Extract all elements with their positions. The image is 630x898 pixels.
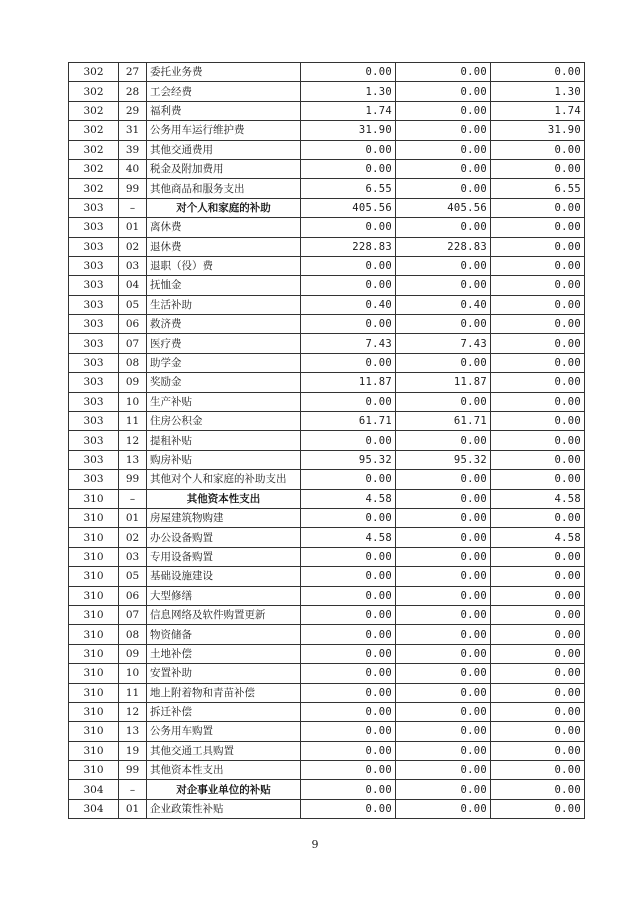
project-expenditure-cell: 31.90 — [491, 121, 585, 140]
basic-expenditure-cell: 0.00 — [396, 218, 491, 237]
subject-name-cell: 土地补偿 — [147, 644, 301, 663]
basic-expenditure-cell: 0.40 — [396, 295, 491, 314]
class-code-cell: 310 — [69, 586, 119, 605]
table-row — [69, 741, 585, 760]
project-expenditure-cell: 0.00 — [491, 159, 585, 178]
basic-expenditure-cell: 0.00 — [396, 276, 491, 295]
total-amount-cell: 1.30 — [301, 82, 396, 101]
project-expenditure-cell: 0.00 — [491, 373, 585, 392]
table-row — [69, 295, 585, 314]
total-amount-cell: 61.71 — [301, 412, 396, 431]
basic-expenditure-cell: 0.00 — [396, 431, 491, 450]
item-code-cell: 99 — [119, 761, 147, 780]
basic-expenditure-cell: 0.00 — [396, 159, 491, 178]
project-expenditure-cell: 0.00 — [491, 431, 585, 450]
basic-expenditure-cell: 0.00 — [396, 547, 491, 566]
table-row — [69, 392, 585, 411]
class-code-cell: 310 — [69, 547, 119, 566]
basic-expenditure-cell: 0.00 — [396, 741, 491, 760]
subject-name-cell: 拆迁补偿 — [147, 702, 301, 721]
class-code-cell: 303 — [69, 256, 119, 275]
basic-expenditure-cell: 0.00 — [396, 470, 491, 489]
total-amount-cell: 0.00 — [301, 799, 396, 818]
class-code-cell: 303 — [69, 237, 119, 256]
item-code-cell: 11 — [119, 683, 147, 702]
class-code-cell: 303 — [69, 392, 119, 411]
table-group-row — [69, 198, 585, 217]
class-code-cell: 304 — [69, 780, 119, 799]
item-code-cell: 99 — [119, 179, 147, 198]
basic-expenditure-cell: 0.00 — [396, 799, 491, 818]
total-amount-cell: 0.00 — [301, 702, 396, 721]
item-code-cell: 28 — [119, 82, 147, 101]
basic-expenditure-cell: 95.32 — [396, 450, 491, 469]
basic-expenditure-cell: 228.83 — [396, 237, 491, 256]
item-code-cell: 01 — [119, 799, 147, 818]
table-row — [69, 101, 585, 120]
table-row — [69, 664, 585, 683]
subject-name-cell: 生产补贴 — [147, 392, 301, 411]
class-code-cell: 303 — [69, 276, 119, 295]
project-expenditure-cell: 4.58 — [491, 528, 585, 547]
project-expenditure-cell: 0.00 — [491, 683, 585, 702]
table-row — [69, 586, 585, 605]
table-row — [69, 567, 585, 586]
total-amount-cell: 95.32 — [301, 450, 396, 469]
basic-expenditure-cell: 0.00 — [396, 625, 491, 644]
item-code-cell: 06 — [119, 586, 147, 605]
item-code-cell: 06 — [119, 315, 147, 334]
table-row — [69, 450, 585, 469]
project-expenditure-cell: 0.00 — [491, 702, 585, 721]
project-expenditure-cell: 0.00 — [491, 761, 585, 780]
subject-name-cell: 地上附着物和青苗补偿 — [147, 683, 301, 702]
subject-name-cell: 其他交通工具购置 — [147, 741, 301, 760]
table-row — [69, 722, 585, 741]
basic-expenditure-cell: 0.00 — [396, 508, 491, 527]
item-code-cell: 99 — [119, 470, 147, 489]
basic-expenditure-cell: 0.00 — [396, 315, 491, 334]
total-amount-cell: 7.43 — [301, 334, 396, 353]
table-row — [69, 412, 585, 431]
item-code-cell: 40 — [119, 159, 147, 178]
basic-expenditure-cell: 0.00 — [396, 256, 491, 275]
project-expenditure-cell: 0.00 — [491, 353, 585, 372]
item-code-cell: 39 — [119, 140, 147, 159]
table-row — [69, 179, 585, 198]
project-expenditure-cell: 0.00 — [491, 198, 585, 217]
basic-expenditure-cell: 0.00 — [396, 392, 491, 411]
project-expenditure-cell: 4.58 — [491, 489, 585, 508]
total-amount-cell: 0.00 — [301, 741, 396, 760]
total-amount-cell: 0.00 — [301, 683, 396, 702]
class-code-cell: 303 — [69, 218, 119, 237]
item-code-cell: 01 — [119, 218, 147, 237]
total-amount-cell: 1.74 — [301, 101, 396, 120]
class-code-cell: 302 — [69, 63, 119, 82]
class-code-cell: 303 — [69, 470, 119, 489]
total-amount-cell: 0.00 — [301, 547, 396, 566]
subject-name-cell: 办公设备购置 — [147, 528, 301, 547]
expenditure-table — [68, 62, 585, 819]
subject-name-cell: 安置补助 — [147, 664, 301, 683]
project-expenditure-cell: 1.30 — [491, 82, 585, 101]
item-code-cell: 01 — [119, 508, 147, 527]
class-code-cell: 310 — [69, 489, 119, 508]
subject-name-cell: 其他资本性支出 — [147, 489, 301, 508]
class-code-cell: 303 — [69, 431, 119, 450]
class-code-cell: 302 — [69, 121, 119, 140]
total-amount-cell: 0.00 — [301, 470, 396, 489]
item-code-cell: 05 — [119, 295, 147, 314]
basic-expenditure-cell: 0.00 — [396, 121, 491, 140]
basic-expenditure-cell: 0.00 — [396, 82, 491, 101]
total-amount-cell: 0.00 — [301, 625, 396, 644]
subject-name-cell: 对企事业单位的补贴 — [147, 780, 301, 799]
basic-expenditure-cell: 0.00 — [396, 489, 491, 508]
table-row — [69, 373, 585, 392]
basic-expenditure-cell: 0.00 — [396, 140, 491, 159]
table-row — [69, 218, 585, 237]
basic-expenditure-cell: 405.56 — [396, 198, 491, 217]
basic-expenditure-cell: 0.00 — [396, 63, 491, 82]
subject-name-cell: 工会经费 — [147, 82, 301, 101]
total-amount-cell: 0.00 — [301, 664, 396, 683]
class-code-cell: 310 — [69, 508, 119, 527]
item-code-cell: 09 — [119, 644, 147, 663]
total-amount-cell: 11.87 — [301, 373, 396, 392]
table-group-row — [69, 489, 585, 508]
total-amount-cell: 228.83 — [301, 237, 396, 256]
table-row — [69, 644, 585, 663]
project-expenditure-cell: 0.00 — [491, 664, 585, 683]
subject-name-cell: 抚恤金 — [147, 276, 301, 295]
project-expenditure-cell: 0.00 — [491, 586, 585, 605]
class-code-cell: 310 — [69, 722, 119, 741]
project-expenditure-cell: 0.00 — [491, 237, 585, 256]
item-code-cell: 10 — [119, 664, 147, 683]
project-expenditure-cell: 0.00 — [491, 276, 585, 295]
table-row — [69, 276, 585, 295]
project-expenditure-cell: 0.00 — [491, 140, 585, 159]
table-row — [69, 63, 585, 82]
subject-name-cell: 退职（役）费 — [147, 256, 301, 275]
total-amount-cell: 0.00 — [301, 392, 396, 411]
total-amount-cell: 0.00 — [301, 159, 396, 178]
total-amount-cell: 0.00 — [301, 140, 396, 159]
class-code-cell: 310 — [69, 644, 119, 663]
item-code-cell: 08 — [119, 353, 147, 372]
class-code-cell: 310 — [69, 625, 119, 644]
project-expenditure-cell: 0.00 — [491, 741, 585, 760]
subject-name-cell: 房屋建筑物购建 — [147, 508, 301, 527]
class-code-cell: 302 — [69, 82, 119, 101]
subject-name-cell: 救济费 — [147, 315, 301, 334]
table-row — [69, 159, 585, 178]
subject-name-cell: 医疗费 — [147, 334, 301, 353]
total-amount-cell: 0.00 — [301, 586, 396, 605]
subject-name-cell: 专用设备购置 — [147, 547, 301, 566]
table-row — [69, 315, 585, 334]
table-row — [69, 140, 585, 159]
subject-name-cell: 奖励金 — [147, 373, 301, 392]
class-code-cell: 310 — [69, 664, 119, 683]
total-amount-cell: 0.00 — [301, 431, 396, 450]
class-code-cell: 310 — [69, 741, 119, 760]
total-amount-cell: 0.40 — [301, 295, 396, 314]
project-expenditure-cell: 0.00 — [491, 644, 585, 663]
item-code-cell: 08 — [119, 625, 147, 644]
item-code-cell: – — [119, 198, 147, 217]
basic-expenditure-cell: 0.00 — [396, 605, 491, 624]
class-code-cell: 310 — [69, 567, 119, 586]
class-code-cell: 303 — [69, 315, 119, 334]
project-expenditure-cell: 0.00 — [491, 295, 585, 314]
basic-expenditure-cell: 0.00 — [396, 780, 491, 799]
item-code-cell: 12 — [119, 431, 147, 450]
total-amount-cell: 4.58 — [301, 528, 396, 547]
basic-expenditure-cell: 0.00 — [396, 683, 491, 702]
table-row — [69, 256, 585, 275]
project-expenditure-cell: 0.00 — [491, 625, 585, 644]
item-code-cell: 07 — [119, 334, 147, 353]
item-code-cell: 27 — [119, 63, 147, 82]
class-code-cell: 310 — [69, 528, 119, 547]
basic-expenditure-cell: 0.00 — [396, 567, 491, 586]
subject-name-cell: 委托业务费 — [147, 63, 301, 82]
subject-name-cell: 大型修缮 — [147, 586, 301, 605]
class-code-cell: 302 — [69, 179, 119, 198]
basic-expenditure-cell: 0.00 — [396, 528, 491, 547]
subject-name-cell: 购房补贴 — [147, 450, 301, 469]
item-code-cell: 31 — [119, 121, 147, 140]
project-expenditure-cell: 0.00 — [491, 780, 585, 799]
project-expenditure-cell: 0.00 — [491, 392, 585, 411]
item-code-cell: 19 — [119, 741, 147, 760]
table-row — [69, 547, 585, 566]
class-code-cell: 303 — [69, 412, 119, 431]
total-amount-cell: 0.00 — [301, 508, 396, 527]
basic-expenditure-cell: 0.00 — [396, 101, 491, 120]
item-code-cell: 13 — [119, 450, 147, 469]
subject-name-cell: 税金及附加费用 — [147, 159, 301, 178]
basic-expenditure-cell: 0.00 — [396, 702, 491, 721]
table-row — [69, 683, 585, 702]
table-group-row — [69, 780, 585, 799]
table-row — [69, 470, 585, 489]
class-code-cell: 310 — [69, 605, 119, 624]
class-code-cell: 303 — [69, 373, 119, 392]
item-code-cell: 04 — [119, 276, 147, 295]
basic-expenditure-cell: 0.00 — [396, 586, 491, 605]
item-code-cell: – — [119, 780, 147, 799]
project-expenditure-cell: 0.00 — [491, 567, 585, 586]
total-amount-cell: 0.00 — [301, 644, 396, 663]
subject-name-cell: 提租补贴 — [147, 431, 301, 450]
subject-name-cell: 公务用车运行维护费 — [147, 121, 301, 140]
class-code-cell: 310 — [69, 683, 119, 702]
subject-name-cell: 其他资本性支出 — [147, 761, 301, 780]
item-code-cell: 12 — [119, 702, 147, 721]
subject-name-cell: 福利费 — [147, 101, 301, 120]
item-code-cell: 10 — [119, 392, 147, 411]
subject-name-cell: 离休费 — [147, 218, 301, 237]
project-expenditure-cell: 0.00 — [491, 799, 585, 818]
subject-name-cell: 公务用车购置 — [147, 722, 301, 741]
expenditure-table-body — [69, 63, 585, 819]
subject-name-cell: 住房公积金 — [147, 412, 301, 431]
total-amount-cell: 405.56 — [301, 198, 396, 217]
item-code-cell: 07 — [119, 605, 147, 624]
item-code-cell: 03 — [119, 547, 147, 566]
table-row — [69, 761, 585, 780]
project-expenditure-cell: 0.00 — [491, 334, 585, 353]
total-amount-cell: 0.00 — [301, 605, 396, 624]
project-expenditure-cell: 0.00 — [491, 470, 585, 489]
class-code-cell: 310 — [69, 761, 119, 780]
project-expenditure-cell: 1.74 — [491, 101, 585, 120]
basic-expenditure-cell: 0.00 — [396, 664, 491, 683]
page-number: 9 — [311, 838, 319, 851]
total-amount-cell: 0.00 — [301, 63, 396, 82]
class-code-cell: 302 — [69, 159, 119, 178]
total-amount-cell: 31.90 — [301, 121, 396, 140]
subject-name-cell: 其他对个人和家庭的补助支出 — [147, 470, 301, 489]
total-amount-cell: 0.00 — [301, 218, 396, 237]
item-code-cell: 29 — [119, 101, 147, 120]
basic-expenditure-cell: 0.00 — [396, 722, 491, 741]
subject-name-cell: 对个人和家庭的补助 — [147, 198, 301, 217]
total-amount-cell: 0.00 — [301, 276, 396, 295]
subject-name-cell: 助学金 — [147, 353, 301, 372]
item-code-cell: 13 — [119, 722, 147, 741]
class-code-cell: 303 — [69, 353, 119, 372]
project-expenditure-cell: 0.00 — [491, 722, 585, 741]
table-row — [69, 237, 585, 256]
total-amount-cell: 6.55 — [301, 179, 396, 198]
table-row — [69, 121, 585, 140]
project-expenditure-cell: 0.00 — [491, 450, 585, 469]
item-code-cell: 09 — [119, 373, 147, 392]
class-code-cell: 303 — [69, 198, 119, 217]
item-code-cell: 03 — [119, 256, 147, 275]
total-amount-cell: 0.00 — [301, 315, 396, 334]
table-row — [69, 334, 585, 353]
basic-expenditure-cell: 11.87 — [396, 373, 491, 392]
table-row — [69, 353, 585, 372]
project-expenditure-cell: 6.55 — [491, 179, 585, 198]
table-row — [69, 431, 585, 450]
basic-expenditure-cell: 61.71 — [396, 412, 491, 431]
item-code-cell: – — [119, 489, 147, 508]
total-amount-cell: 0.00 — [301, 722, 396, 741]
subject-name-cell: 物资储备 — [147, 625, 301, 644]
table-row — [69, 605, 585, 624]
basic-expenditure-cell: 0.00 — [396, 353, 491, 372]
basic-expenditure-cell: 0.00 — [396, 179, 491, 198]
subject-name-cell: 生活补助 — [147, 295, 301, 314]
class-code-cell: 303 — [69, 295, 119, 314]
class-code-cell: 302 — [69, 101, 119, 120]
subject-name-cell: 退休费 — [147, 237, 301, 256]
basic-expenditure-cell: 0.00 — [396, 644, 491, 663]
class-code-cell: 303 — [69, 334, 119, 353]
total-amount-cell: 0.00 — [301, 567, 396, 586]
project-expenditure-cell: 0.00 — [491, 412, 585, 431]
total-amount-cell: 0.00 — [301, 353, 396, 372]
subject-name-cell: 企业政策性补贴 — [147, 799, 301, 818]
item-code-cell: 11 — [119, 412, 147, 431]
total-amount-cell: 0.00 — [301, 761, 396, 780]
total-amount-cell: 0.00 — [301, 256, 396, 275]
project-expenditure-cell: 0.00 — [491, 63, 585, 82]
project-expenditure-cell: 0.00 — [491, 315, 585, 334]
subject-name-cell: 其他交通费用 — [147, 140, 301, 159]
subject-name-cell: 信息网络及软件购置更新 — [147, 605, 301, 624]
table-row — [69, 508, 585, 527]
item-code-cell: 02 — [119, 237, 147, 256]
table-row — [69, 799, 585, 818]
subject-name-cell: 其他商品和服务支出 — [147, 179, 301, 198]
table-row — [69, 702, 585, 721]
total-amount-cell: 4.58 — [301, 489, 396, 508]
project-expenditure-cell: 0.00 — [491, 605, 585, 624]
project-expenditure-cell: 0.00 — [491, 508, 585, 527]
class-code-cell: 310 — [69, 702, 119, 721]
class-code-cell: 302 — [69, 140, 119, 159]
class-code-cell: 304 — [69, 799, 119, 818]
table-row — [69, 82, 585, 101]
subject-name-cell: 基础设施建设 — [147, 567, 301, 586]
basic-expenditure-cell: 0.00 — [396, 761, 491, 780]
total-amount-cell: 0.00 — [301, 780, 396, 799]
project-expenditure-cell: 0.00 — [491, 218, 585, 237]
table-row — [69, 528, 585, 547]
project-expenditure-cell: 0.00 — [491, 256, 585, 275]
class-code-cell: 303 — [69, 450, 119, 469]
basic-expenditure-cell: 7.43 — [396, 334, 491, 353]
item-code-cell: 02 — [119, 528, 147, 547]
table-row — [69, 625, 585, 644]
item-code-cell: 05 — [119, 567, 147, 586]
project-expenditure-cell: 0.00 — [491, 547, 585, 566]
